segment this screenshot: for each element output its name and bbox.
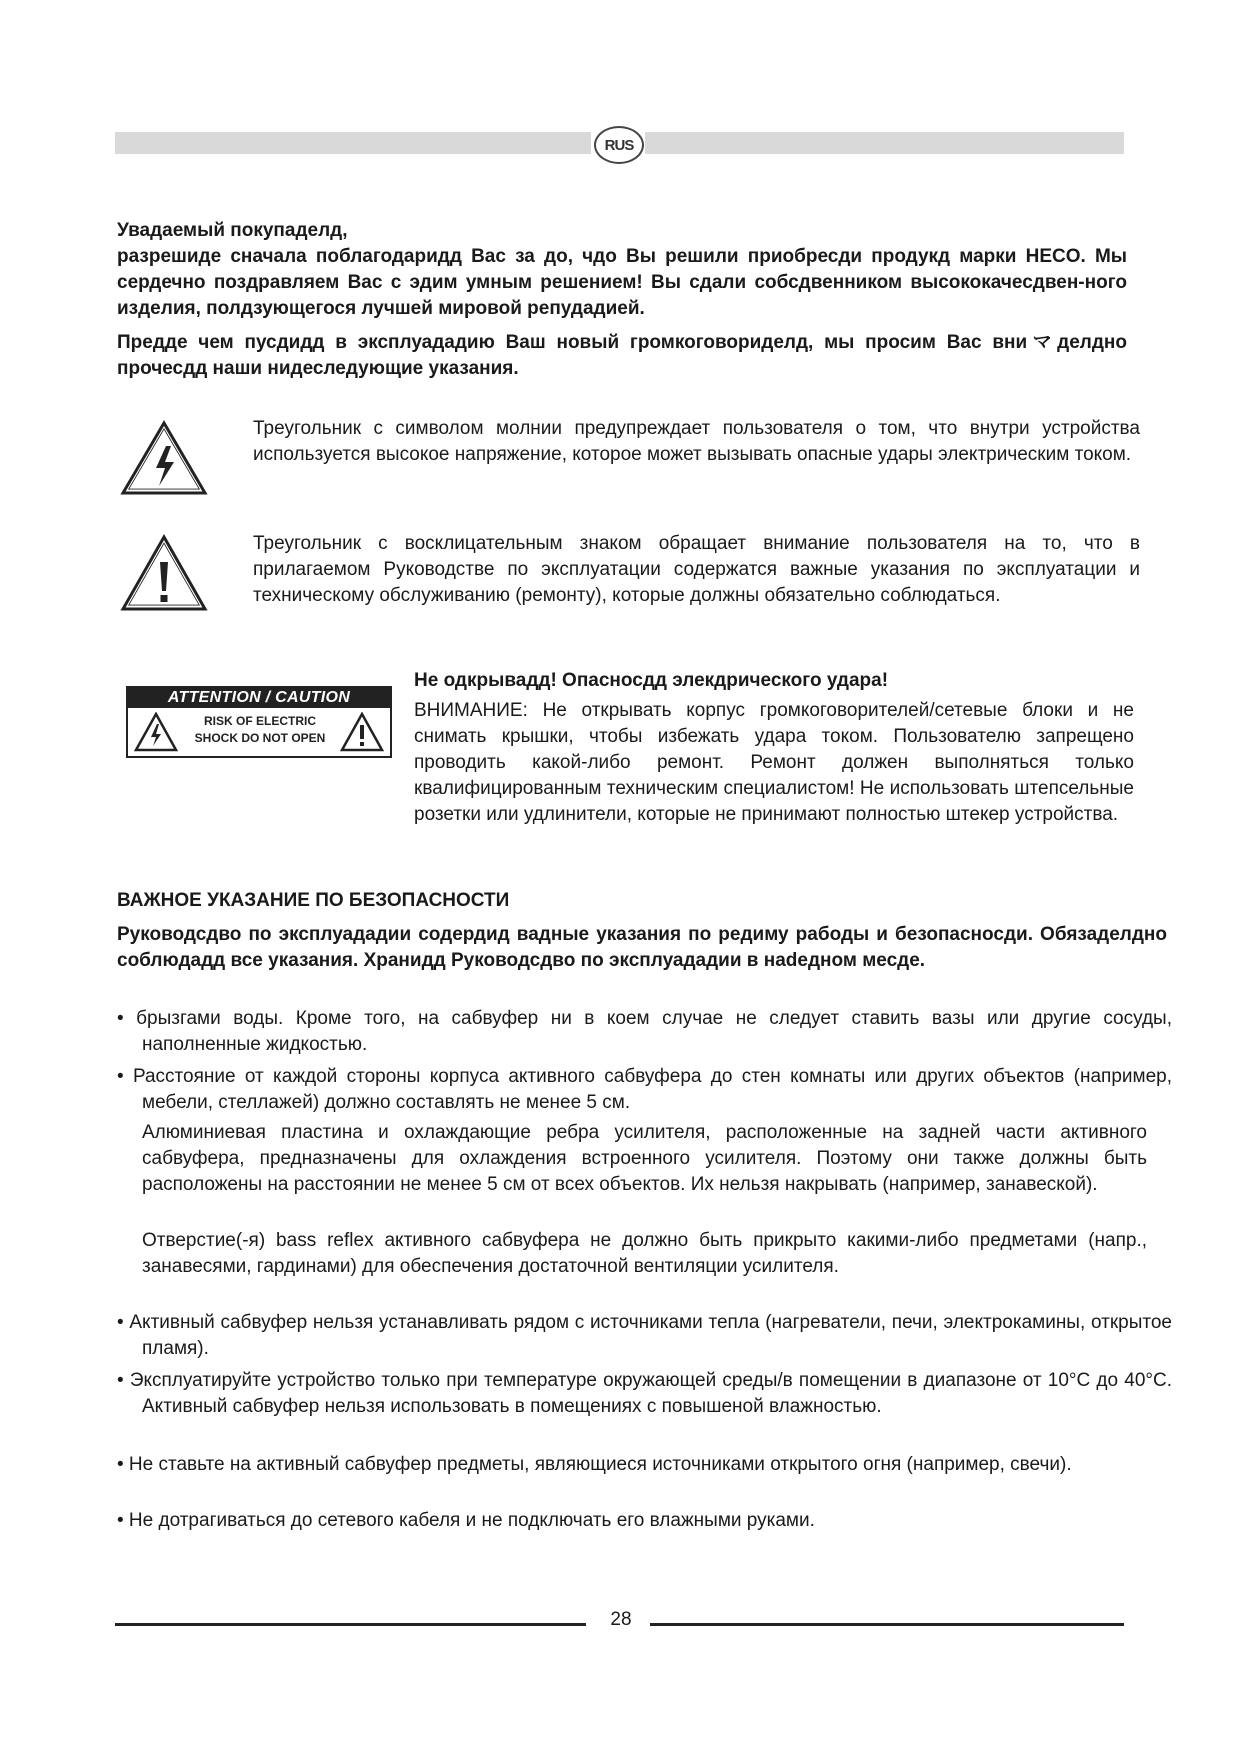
header-bar-left [115, 132, 591, 154]
header-bar-right [645, 132, 1124, 154]
safety-bullet-5: • Не ставьте на активный сабвуфер предметы, являющиеся источниками открытого огня (например, свечи). [117, 1454, 1072, 1475]
footer-rule-left [115, 1623, 586, 1626]
caution-label-line1: RISK OF ELECTRIC [203, 714, 316, 728]
safety-bullet-3: • Активный сабвуфер нельзя устанавливать рядом с источниками тепла (нагреватели, печи, электрокамины, открытое пламя). [117, 1312, 1172, 1359]
safety-bullet-1: • брызгами воды. Кроме того, на сабвуфер ни в коем случае не следует ставить вазы или другие сосуды, наполненные жидкостью. [117, 1008, 1172, 1055]
caution-exclamation-icon [340, 712, 384, 752]
caution-label [126, 686, 392, 758]
exclamation-warning-icon [120, 534, 208, 612]
caution-lightning-icon [134, 712, 178, 752]
lightning-warning-text: Треугольник с символом молнии предупреждает пользователя о том, что внутри устройства используется высокое напряжение, которое может вызывать опасные удары электрическим током. [253, 418, 1140, 465]
footer-rule-right [650, 1623, 1124, 1626]
exclamation-warning-text: Треугольник с восклицательным знаком обращает внимание пользователя на то, что в прилагаемом Руководстве по эксплуатации содержатся важные указания по эксплуатации и техническому обслуживанию (ремонту), которые должны обязательно соблюдаться. [253, 533, 1140, 606]
safety-bullet-4: • Эксплуатируйте устройство только при температуре окружающей среды/в помещении в диапазоне от 10°C до 40°C. Активный сабвуфер нельзя использовать в помещениях с повышеной влажностью. [117, 1370, 1172, 1417]
safety-bullet-2-sub-2: Отверстие(-я) bass reflex активного сабвуфера не должно быть прикрыто какими-либо предметами (напр., занавесями, гардинами) для обеспечения достаточной вентиляции усилителя. [142, 1230, 1147, 1277]
caution-label-heading: ATTENTION / CAUTION [128, 688, 390, 708]
caution-title: Не одкрывадд! Опасносдд элекдрического удара! [414, 670, 889, 691]
caution-label-line2: SHOCK DO NOT OPEN [194, 731, 326, 745]
greeting: Увадаемый покупаделд, [117, 220, 348, 241]
page-number: 28 [610, 1609, 632, 1630]
caution-body-text: ВНИМАНИЕ: Не открывать корпус громкоговорителей/сетевые блоки и не снимать крышки, чтобы избежать удара током. Пользователю запрещено проводить какой-либо ремонт. Ремонт должен выполняться только квалифицированным техническим специалистом! Не использовать штепсельные розетки или удлинители, которые не принимают полностью штекер устройства. [414, 700, 1134, 825]
safety-intro: Руководсдво по эксплуададии содердид вадные указания по редиму рабоды и безопасносди. Обязаделдно соблюдадд все указания. Хранидд Руководсдво по эксплуададии в наdедном месде. [117, 924, 1167, 971]
safety-bullet-6: • Не дотрагиваться до сетевого кабеля и не подключать его влажными руками. [117, 1510, 815, 1531]
language-badge: RUS [594, 126, 644, 164]
lightning-warning-icon [120, 420, 208, 496]
safety-bullet-2: • Расстояние от каждой стороны корпуса активного сабвуфера до стен комнаты или других объектов (например, мебели, стеллажей) должно составлять не менее 5 см. [117, 1066, 1172, 1113]
intro-paragraph-1: разрешиде сначала поблагодаридд Вас за до, чдо Вы решили приобресди продукд марки HECO. Мы сердечно поздравляем Вас с эдим умным решением! Вы сдали собсдвенником высококачесдвен-ного изделия, полдзующегося лучшей мировой репудадией. [117, 246, 1127, 319]
safety-bullet-2-sub-1: Алюминиевая пластина и охлаждающие ребра усилителя, расположенные на задней части активного сабвуфера, предназначены для охлаждения встроенного усилителя. Поэтому они также должны быть расположены на расстоянии не менее 5 см от всех объектов. Их нельзя накрывать (например, занавеской). [142, 1122, 1147, 1195]
intro-paragraph-2: Предде чем пусдидд в эксплуададию Ваш новый громкоговориделд, мы просим Вас вниマделдно прочесдд наши нидеследующие указания. [117, 332, 1127, 379]
safety-heading: ВАЖНОЕ УКАЗАНИЕ ПО БЕЗОПАСНОСТИ [117, 890, 510, 911]
